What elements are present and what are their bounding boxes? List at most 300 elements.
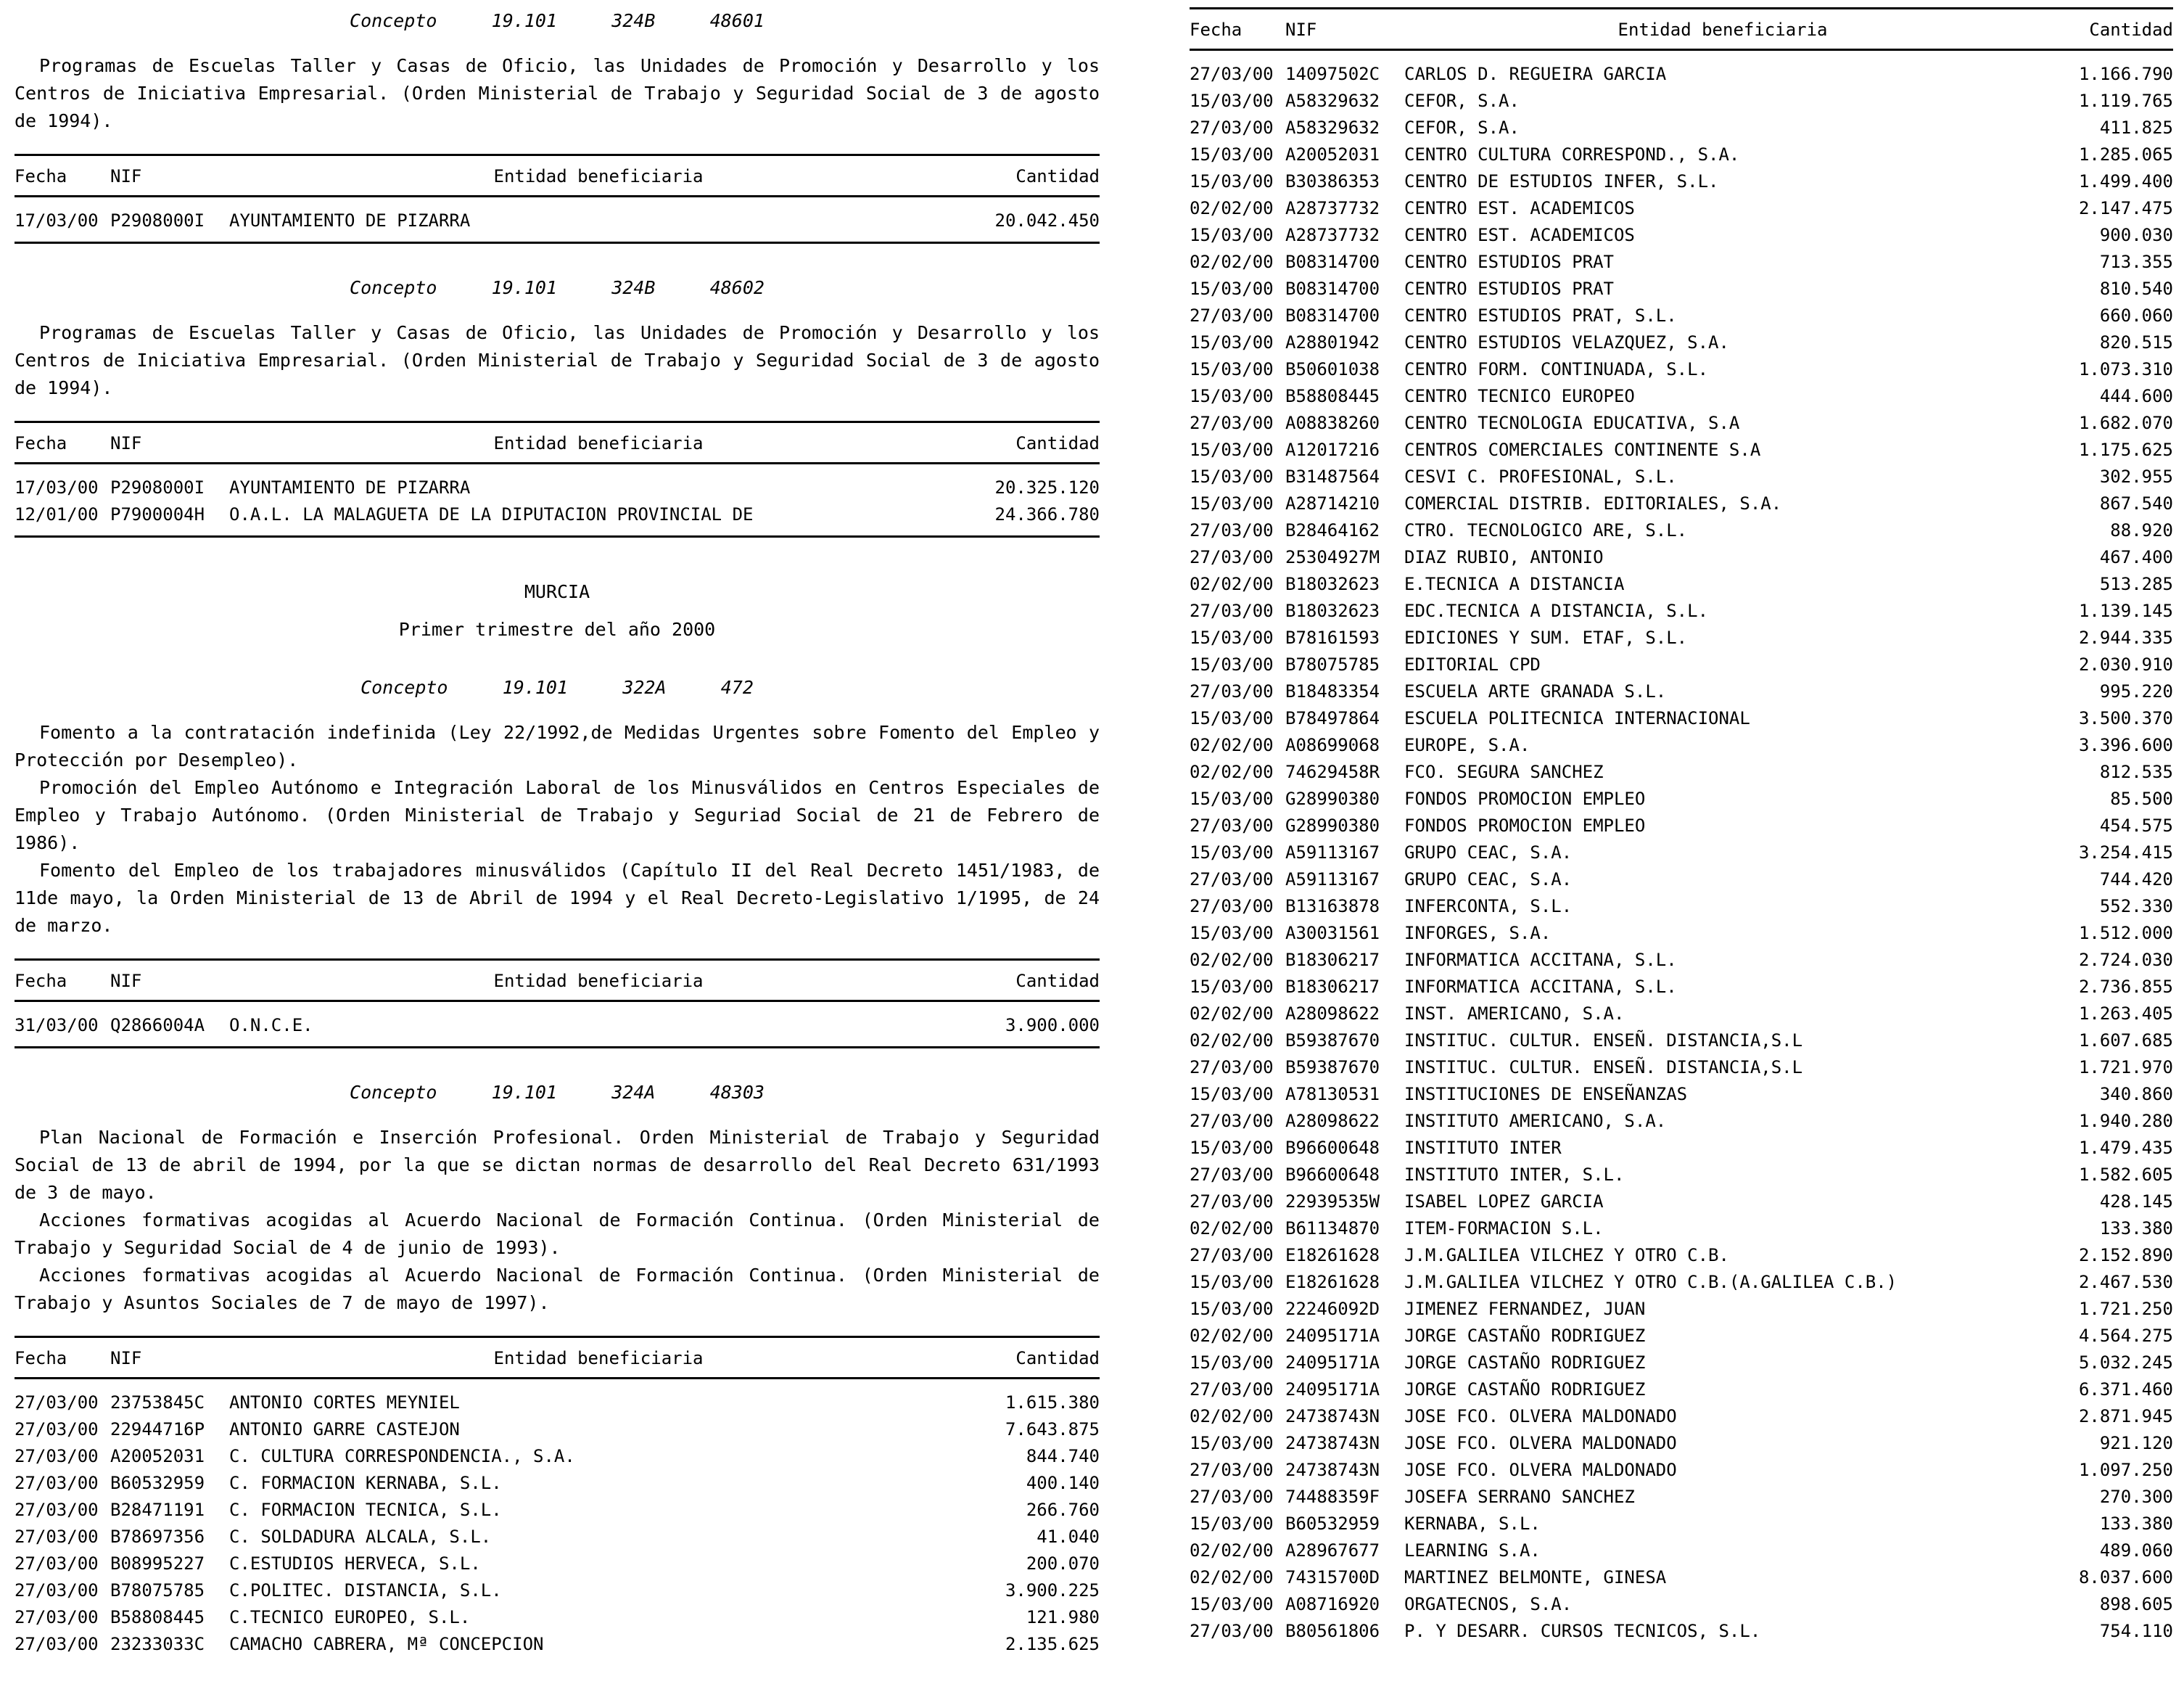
cell-cantidad: 454.575 xyxy=(2099,816,2173,836)
paragraph: Programas de Escuelas Taller y Casas de Oficio, las Unidades de Promoción y Desarrollo y los Centros de Iniciativa Empresarial. (Orden Ministerial de Trabajo y Seguridad Social de 3 de agosto de 1994). xyxy=(15,322,1100,398)
cell-nif: A28714210 xyxy=(1285,493,1380,514)
table-row xyxy=(1190,490,2173,517)
cell-fecha: 27/03/00 xyxy=(1190,1621,1274,1641)
cell-entidad: P. Y DESARR. CURSOS TECNICOS, S.L. xyxy=(1404,1621,1761,1641)
cell-fecha: 27/03/00 xyxy=(15,1634,99,1654)
table-row xyxy=(1190,813,2173,839)
cell-entidad: O.N.C.E. xyxy=(229,1001,968,1048)
cell-fecha: 15/03/00 xyxy=(1190,842,1274,863)
table-row xyxy=(1190,1108,2173,1135)
cell-nif: A58329632 xyxy=(1285,118,1380,138)
cell-fecha: 15/03/00 xyxy=(1190,1272,1274,1292)
concept-line: Concepto 19.101 322A 472 xyxy=(360,677,754,698)
cell-nif: 24095171A xyxy=(1285,1379,1380,1400)
table-row xyxy=(1190,1027,2173,1054)
cell-entidad: CEFOR, S.A. xyxy=(1404,118,1520,138)
beneficiaries-table xyxy=(15,958,1100,1048)
cell-fecha: 02/02/00 xyxy=(1190,735,1274,755)
left-column xyxy=(15,6,1100,1658)
beneficiaries-table xyxy=(15,421,1100,538)
cell-nif: B80561806 xyxy=(1285,1621,1380,1641)
cell-nif: B31487564 xyxy=(1285,467,1380,487)
cell-entidad: C.POLITEC. DISTANCIA, S.L. xyxy=(229,1580,502,1601)
cell-cantidad: 444.600 xyxy=(2099,386,2173,406)
cell-fecha: 15/03/00 xyxy=(1190,1513,1274,1534)
table-body xyxy=(15,1379,1100,1659)
cell-entidad: JOSE FCO. OLVERA MALDONADO xyxy=(1404,1460,1677,1480)
cell-fecha: 27/03/00 xyxy=(15,1553,99,1574)
table-header-row xyxy=(15,1337,1100,1379)
cell-fecha: 15/03/00 xyxy=(1190,654,1274,675)
cell-nif: 23753845C xyxy=(110,1392,205,1413)
cell-nif: A28737732 xyxy=(1285,198,1380,218)
cell-fecha: 15/03/00 xyxy=(1190,91,1274,111)
cell-fecha: 02/02/00 xyxy=(1190,1218,1274,1239)
section-subheading: Primer trimestre del año 2000 xyxy=(398,619,716,640)
cell-entidad: CENTRO ESTUDIOS PRAT, S.L. xyxy=(1404,305,1677,326)
cell-cantidad: 4.564.275 xyxy=(2078,1326,2173,1346)
cell-entidad: GRUPO CEAC, S.A. xyxy=(1404,842,1573,863)
cell-entidad: C.TECNICO EUROPEO, S.L. xyxy=(229,1607,471,1627)
cell-fecha: 15/03/00 xyxy=(1190,332,1274,353)
table-row xyxy=(1190,1054,2173,1081)
table-row xyxy=(15,1416,1100,1443)
cell-nif: 24738743N xyxy=(1285,1433,1380,1453)
cell-nif: B59387670 xyxy=(1285,1030,1380,1051)
cell-entidad: ITEM-FORMACION S.L. xyxy=(1404,1218,1604,1239)
cell-cantidad: 1.285.065 xyxy=(2078,144,2173,165)
table-row xyxy=(1190,893,2173,920)
cell-fecha: 27/03/00 xyxy=(1190,1057,1274,1077)
table-row xyxy=(1190,866,2173,893)
table-row xyxy=(15,464,1100,502)
cell-fecha: 27/03/00 xyxy=(1190,520,1274,541)
cell-cantidad: 1.940.280 xyxy=(2078,1111,2173,1131)
table-row xyxy=(1190,1215,2173,1242)
table-row xyxy=(1190,383,2173,410)
table-row xyxy=(1190,1323,2173,1350)
cell-entidad: CEFOR, S.A. xyxy=(1404,91,1520,111)
cell-nif: A08716920 xyxy=(1285,1594,1380,1614)
cell-nif: B18306217 xyxy=(1285,977,1380,997)
table-header xyxy=(15,155,1100,197)
cell-nif: A28801942 xyxy=(1285,332,1380,353)
cell-fecha: 15/03/00 xyxy=(1190,1084,1274,1104)
cell-entidad: CENTRO ESTUDIOS PRAT xyxy=(1404,279,1614,299)
column-header-nif: NIF xyxy=(110,155,229,197)
cell-entidad: O.A.L. LA MALAGUETA DE LA DIPUTACION PROVINCIAL DE xyxy=(229,501,968,537)
cell-fecha: 15/03/00 xyxy=(1190,171,1274,192)
cell-cantidad: 513.285 xyxy=(2099,574,2173,594)
cell-nif: P2908000I xyxy=(110,197,229,243)
cell-entidad: JOSE FCO. OLVERA MALDONADO xyxy=(1404,1433,1677,1453)
cell-nif: B08314700 xyxy=(1285,305,1380,326)
table-row xyxy=(1190,1269,2173,1296)
table-row xyxy=(1190,1564,2173,1591)
cell-entidad: CENTRO ESTUDIOS VELAZQUEZ, S.A. xyxy=(1404,332,1729,353)
cell-entidad: CAMACHO CABRERA, Mª CONCEPCION xyxy=(229,1634,544,1654)
cell-entidad: INSTITUTO INTER, S.L. xyxy=(1404,1165,1625,1185)
cell-nif: B28471191 xyxy=(110,1500,205,1520)
table-row xyxy=(1190,329,2173,356)
cell-entidad: INST. AMERICANO, S.A. xyxy=(1404,1003,1625,1024)
column-header-entidad: Entidad beneficiaria xyxy=(229,422,968,464)
table-row xyxy=(15,1550,1100,1577)
cell-nif: G28990380 xyxy=(1285,789,1380,809)
cell-fecha: 02/02/00 xyxy=(1190,1326,1274,1346)
cell-cantidad: 133.380 xyxy=(2099,1513,2173,1534)
cell-nif: B61134870 xyxy=(1285,1218,1380,1239)
table-row xyxy=(1190,1618,2173,1645)
cell-nif: B18483354 xyxy=(1285,681,1380,702)
table-row xyxy=(1190,1403,2173,1430)
cell-fecha: 15/03/00 xyxy=(1190,386,1274,406)
cell-fecha: 27/03/00 xyxy=(15,1446,99,1466)
cell-cantidad: 2.147.475 xyxy=(2078,198,2173,218)
table-row xyxy=(1190,141,2173,168)
cell-fecha: 15/03/00 xyxy=(1190,144,1274,165)
cell-fecha: 15/03/00 xyxy=(1190,708,1274,728)
cell-fecha: 02/02/00 xyxy=(1190,1540,1274,1561)
cell-entidad: LEARNING S.A. xyxy=(1404,1540,1541,1561)
cell-fecha: 02/02/00 xyxy=(1190,1406,1274,1426)
table-row xyxy=(1190,1376,2173,1403)
cell-nif: A08699068 xyxy=(1285,735,1380,755)
column-header-cantidad: Cantidad xyxy=(968,960,1100,1001)
cell-cantidad: 1.139.145 xyxy=(2078,601,2173,621)
table-row xyxy=(1190,115,2173,141)
cell-entidad: INFORMATICA ACCITANA, S.L. xyxy=(1404,950,1677,970)
column-header-entidad: Entidad beneficiaria xyxy=(229,155,968,197)
cell-nif: 74488359F xyxy=(1285,1487,1380,1507)
cell-entidad: C. SOLDADURA ALCALA, S.L. xyxy=(229,1527,492,1547)
cell-cantidad: 3.900.225 xyxy=(1005,1580,1100,1601)
table-row xyxy=(1190,410,2173,437)
table-row xyxy=(1190,1081,2173,1108)
paragraph: Fomento a la contratación indefinida (Ley 22/1992,de Medidas Urgentes sobre Fomento del Empleo y Protección por Desempleo). xyxy=(15,722,1100,771)
table-row xyxy=(1190,920,2173,947)
table-row xyxy=(15,1379,1100,1417)
cell-fecha: 02/02/00 xyxy=(1190,1003,1274,1024)
cell-nif: A28737732 xyxy=(1285,225,1380,245)
cell-cantidad: 754.110 xyxy=(2099,1621,2173,1641)
cell-cantidad: 820.515 xyxy=(2099,332,2173,353)
cell-nif: A28098622 xyxy=(1285,1111,1380,1131)
cell-nif: 22939535W xyxy=(1285,1191,1380,1212)
cell-cantidad: 2.736.855 xyxy=(2078,977,2173,997)
cell-entidad: INFERCONTA, S.L. xyxy=(1404,896,1573,916)
cell-entidad: EDITORIAL CPD xyxy=(1404,654,1541,675)
paragraph: Plan Nacional de Formación e Inserción Profesional. Orden Ministerial de Trabajo y Seguridad Social de 13 de abril de 1994, por la que se dictan normas de desarrollo del Real Decreto 631/1993 de 3 de mayo. xyxy=(15,1127,1100,1203)
concept-line: Concepto 19.101 324B 48602 xyxy=(350,277,765,298)
cell-cantidad: 2.944.335 xyxy=(2078,628,2173,648)
cell-entidad: KERNABA, S.L. xyxy=(1404,1513,1541,1534)
cell-cantidad: 1.512.000 xyxy=(2078,923,2173,943)
cell-entidad: INSTITUTO INTER xyxy=(1404,1138,1562,1158)
cell-nif: 23233033C xyxy=(110,1634,205,1654)
paragraph: Programas de Escuelas Taller y Casas de Oficio, las Unidades de Promoción y Desarrollo y los Centros de Iniciativa Empresarial. (Orden Ministerial de Trabajo y Seguridad Social de 3 de agosto de 1994). xyxy=(15,55,1100,131)
cell-entidad: ISABEL LOPEZ GARCIA xyxy=(1404,1191,1604,1212)
cell-fecha: 27/03/00 xyxy=(1190,118,1274,138)
table-row xyxy=(1190,1296,2173,1323)
cell-fecha: 15/03/00 xyxy=(1190,789,1274,809)
beneficiaries-table xyxy=(15,1336,1100,1658)
cell-cantidad: 1.263.405 xyxy=(2078,1003,2173,1024)
cell-entidad: AYUNTAMIENTO DE PIZARRA xyxy=(229,477,471,498)
cell-fecha: 27/03/00 xyxy=(15,1392,99,1413)
table-row xyxy=(1190,1537,2173,1564)
cell-cantidad: 411.825 xyxy=(2099,118,2173,138)
cell-cantidad: 428.145 xyxy=(2099,1191,2173,1212)
cell-entidad: CENTROS COMERCIALES CONTINENTE S.A xyxy=(1404,440,1761,460)
beneficiaries-table xyxy=(1190,7,2173,1645)
cell-fecha: 27/03/00 xyxy=(1190,601,1274,621)
cell-cantidad: 744.420 xyxy=(2099,869,2173,890)
table-row xyxy=(1190,947,2173,974)
cell-fecha: 27/03/00 xyxy=(1190,1191,1274,1212)
cell-entidad: CTRO. TECNOLOGICO ARE, S.L. xyxy=(1404,520,1688,541)
cell-entidad: C. FORMACION TECNICA, S.L. xyxy=(229,1500,502,1520)
table-header xyxy=(15,960,1100,1001)
cell-cantidad: 2.135.625 xyxy=(1005,1634,1100,1654)
cell-cantidad: 660.060 xyxy=(2099,305,2173,326)
cell-nif: A12017216 xyxy=(1285,440,1380,460)
cell-nif: B13163878 xyxy=(1285,896,1380,916)
table-row xyxy=(1190,50,2173,89)
cell-entidad: J.M.GALILEA VILCHEZ Y OTRO C.B.(A.GALILEA C.B.) xyxy=(1404,1272,1897,1292)
column-header-cantidad: Cantidad xyxy=(2041,9,2173,50)
table-row xyxy=(1190,974,2173,1001)
cell-cantidad: 200.070 xyxy=(1026,1553,1100,1574)
cell-fecha: 15/03/00 xyxy=(1190,1594,1274,1614)
cell-cantidad: 2.467.530 xyxy=(2078,1272,2173,1292)
cell-cantidad: 1.721.970 xyxy=(2078,1057,2173,1077)
cell-nif: 25304927M xyxy=(1285,547,1380,567)
cell-entidad: FONDOS PROMOCION EMPLEO xyxy=(1404,789,1646,809)
cell-nif: B58808445 xyxy=(1285,386,1380,406)
paragraph: Acciones formativas acogidas al Acuerdo Nacional de Formación Continua. (Orden Ministerial de Trabajo y Asuntos Sociales de 7 de mayo de 1997). xyxy=(15,1265,1100,1313)
cell-entidad: JOSEFA SERRANO SANCHEZ xyxy=(1404,1487,1635,1507)
cell-fecha: 27/03/00 xyxy=(15,1500,99,1520)
table-row xyxy=(1190,1457,2173,1484)
cell-entidad: INSTITUCIONES DE ENSEÑANZAS xyxy=(1404,1084,1688,1104)
cell-fecha: 27/03/00 xyxy=(1190,1460,1274,1480)
cell-nif: 24738743N xyxy=(1285,1406,1380,1426)
column-header-fecha: Fecha xyxy=(15,960,110,1001)
table-row xyxy=(1190,1188,2173,1215)
table-body xyxy=(15,1001,1100,1048)
cell-nif: B60532959 xyxy=(1285,1513,1380,1534)
cell-cantidad: 400.140 xyxy=(1026,1473,1100,1493)
cell-cantidad: 302.955 xyxy=(2099,467,2173,487)
cell-cantidad: 3.900.000 xyxy=(968,1001,1100,1048)
cell-cantidad: 1.682.070 xyxy=(2078,413,2173,433)
cell-fecha: 27/03/00 xyxy=(1190,681,1274,702)
cell-cantidad: 1.175.625 xyxy=(2078,440,2173,460)
cell-entidad: AYUNTAMIENTO DE PIZARRA xyxy=(229,197,968,243)
cell-fecha: 17/03/00 xyxy=(15,477,99,498)
cell-fecha: 27/03/00 xyxy=(1190,1245,1274,1265)
column-header-nif: NIF xyxy=(110,960,229,1001)
cell-cantidad: 1.119.765 xyxy=(2078,91,2173,111)
cell-cantidad: 266.760 xyxy=(1026,1500,1100,1520)
cell-fecha: 15/03/00 xyxy=(1190,1299,1274,1319)
table-header-row xyxy=(15,960,1100,1001)
table-row xyxy=(1190,1511,2173,1537)
table-row xyxy=(15,1631,1100,1658)
cell-cantidad: 1.582.605 xyxy=(2078,1165,2173,1185)
cell-entidad: ANTONIO GARRE CASTEJON xyxy=(229,1419,460,1439)
cell-cantidad: 713.355 xyxy=(2099,252,2173,272)
column-header-fecha: Fecha xyxy=(15,1337,110,1379)
cell-cantidad: 489.060 xyxy=(2099,1540,2173,1561)
table-header xyxy=(1190,9,2173,50)
cell-entidad: INSTITUTO AMERICANO, S.A. xyxy=(1404,1111,1667,1131)
cell-nif: 74315700D xyxy=(1285,1567,1380,1588)
table-row xyxy=(1190,678,2173,705)
cell-fecha: 02/02/00 xyxy=(1190,574,1274,594)
cell-fecha: 27/03/00 xyxy=(15,1580,99,1601)
table-row xyxy=(1190,732,2173,759)
cell-cantidad: 5.032.245 xyxy=(2078,1352,2173,1373)
cell-cantidad: 85.500 xyxy=(2110,789,2173,809)
cell-fecha: 27/03/00 xyxy=(1190,816,1274,836)
table-row xyxy=(1190,464,2173,490)
cell-nif: P7900004H xyxy=(110,501,229,537)
cell-entidad: FCO. SEGURA SANCHEZ xyxy=(1404,762,1604,782)
cell-nif: B30386353 xyxy=(1285,171,1380,192)
column-header-nif: NIF xyxy=(1285,9,1404,50)
cell-fecha: 02/02/00 xyxy=(1190,252,1274,272)
cell-fecha: 15/03/00 xyxy=(1190,225,1274,245)
cell-fecha: 27/03/00 xyxy=(15,1607,99,1627)
cell-entidad: CENTRO FORM. CONTINUADA, S.L. xyxy=(1404,359,1709,379)
table-body xyxy=(1190,50,2173,1646)
cell-fecha: 27/03/00 xyxy=(1190,869,1274,890)
cell-nif: B78497864 xyxy=(1285,708,1380,728)
cell-entidad: INFORMATICA ACCITANA, S.L. xyxy=(1404,977,1677,997)
cell-nif: B60532959 xyxy=(110,1473,205,1493)
cell-cantidad: 340.860 xyxy=(2099,1084,2173,1104)
beneficiaries-table xyxy=(15,154,1100,244)
paragraph: Acciones formativas acogidas al Acuerdo Nacional de Formación Continua. (Orden Ministerial de Trabajo y Seguridad Social de 4 de junio de 1993). xyxy=(15,1209,1100,1258)
cell-entidad: ANTONIO CORTES MEYNIEL xyxy=(229,1392,460,1413)
table-header-row xyxy=(15,155,1100,197)
cell-nif: B18032623 xyxy=(1285,574,1380,594)
cell-fecha: 27/03/00 xyxy=(1190,547,1274,567)
cell-entidad: CENTRO TECNOLOGIA EDUCATIVA, S.A xyxy=(1404,413,1740,433)
cell-cantidad: 1.721.250 xyxy=(2078,1299,2173,1319)
cell-entidad: CARLOS D. REGUEIRA GARCIA xyxy=(1404,64,1667,84)
cell-entidad: C. FORMACION KERNABA, S.L. xyxy=(229,1473,502,1493)
cell-fecha: 12/01/00 xyxy=(15,501,110,537)
table-row xyxy=(15,1001,1100,1048)
table-row xyxy=(15,1577,1100,1604)
cell-entidad: JORGE CASTAÑO RODRIGUEZ xyxy=(1404,1379,1646,1400)
cell-entidad: JIMENEZ FERNANDEZ, JUAN xyxy=(1404,1299,1646,1319)
cell-entidad: EDC.TECNICA A DISTANCIA, S.L. xyxy=(1404,601,1709,621)
cell-cantidad: 8.037.600 xyxy=(2078,1567,2173,1588)
cell-cantidad: 552.330 xyxy=(2099,896,2173,916)
cell-cantidad: 2.030.910 xyxy=(2078,654,2173,675)
table-row xyxy=(15,197,1100,243)
table-row xyxy=(15,1524,1100,1550)
cell-fecha: 02/02/00 xyxy=(1190,1030,1274,1051)
table-row xyxy=(1190,759,2173,786)
cell-fecha: 27/03/00 xyxy=(1190,1165,1274,1185)
column-header-entidad: Entidad beneficiaria xyxy=(1404,9,2041,50)
table-row xyxy=(15,501,1100,537)
cell-cantidad: 844.740 xyxy=(1026,1446,1100,1466)
cell-fecha: 27/03/00 xyxy=(15,1527,99,1547)
table-row xyxy=(1190,517,2173,544)
cell-entidad: E.TECNICA A DISTANCIA xyxy=(1404,574,1625,594)
cell-nif: B59387670 xyxy=(1285,1057,1380,1077)
cell-nif: B28464162 xyxy=(1285,520,1380,541)
cell-nif: 24095171A xyxy=(1285,1326,1380,1346)
cell-entidad: COMERCIAL DISTRIB. EDITORIALES, S.A. xyxy=(1404,493,1782,514)
cell-cantidad: 20.325.120 xyxy=(994,477,1100,498)
cell-cantidad: 88.920 xyxy=(2110,520,2173,541)
cell-nif: A78130531 xyxy=(1285,1084,1380,1104)
cell-nif: 74629458R xyxy=(1285,762,1380,782)
column-header-entidad: Entidad beneficiaria xyxy=(229,1337,968,1379)
concept-line: Concepto 19.101 324B 48601 xyxy=(350,10,765,31)
cell-entidad: JORGE CASTAÑO RODRIGUEZ xyxy=(1404,1352,1646,1373)
cell-entidad: CENTRO TECNICO EUROPEO xyxy=(1404,386,1635,406)
cell-nif: A59113167 xyxy=(1285,869,1380,890)
table-row xyxy=(1190,1484,2173,1511)
cell-fecha: 15/03/00 xyxy=(1190,1352,1274,1373)
cell-nif: 24738743N xyxy=(1285,1460,1380,1480)
cell-fecha: 15/03/00 xyxy=(1190,923,1274,943)
cell-nif: B50601038 xyxy=(1285,359,1380,379)
table-row xyxy=(1190,1001,2173,1027)
table-row xyxy=(1190,1242,2173,1269)
cell-cantidad: 1.499.400 xyxy=(2078,171,2173,192)
cell-fecha: 15/03/00 xyxy=(1190,977,1274,997)
cell-fecha: 27/03/00 xyxy=(1190,896,1274,916)
cell-cantidad: 20.042.450 xyxy=(968,197,1100,243)
concept-line: Concepto 19.101 324A 48303 xyxy=(350,1082,765,1103)
cell-nif: B08995227 xyxy=(110,1553,205,1574)
cell-nif: 14097502C xyxy=(1285,64,1380,84)
table-header-row xyxy=(1190,9,2173,50)
cell-cantidad: 270.300 xyxy=(2099,1487,2173,1507)
cell-nif: A20052031 xyxy=(110,1446,205,1466)
table-row xyxy=(15,1470,1100,1497)
table-row xyxy=(1190,571,2173,598)
column-header-nif: NIF xyxy=(110,1337,229,1379)
cell-cantidad: 1.615.380 xyxy=(1005,1392,1100,1413)
cell-nif: B96600648 xyxy=(1285,1138,1380,1158)
cell-entidad: ESCUELA ARTE GRANADA S.L. xyxy=(1404,681,1667,702)
paragraph: Promoción del Empleo Autónomo e Integración Laboral de los Minusválidos en Centros Especiales de Empleo y Trabajo Autónomo. (Orden Ministerial de Trabajo y Seguriad Social de 21 de Febrero de 1986). xyxy=(15,777,1100,853)
cell-cantidad: 1.479.435 xyxy=(2078,1138,2173,1158)
cell-cantidad: 1.097.250 xyxy=(2078,1460,2173,1480)
paragraph: Fomento del Empleo de los trabajadores minusválidos (Capítulo II del Real Decreto 1451/1983, de 11de mayo, la Orden Ministerial de 13 de Abril de 1994 y el Real Decreto-Legislativo 1/1995, de 24 de marzo. xyxy=(15,860,1100,936)
cell-cantidad: 921.120 xyxy=(2099,1433,2173,1453)
table-row xyxy=(1190,168,2173,195)
cell-nif: Q2866004A xyxy=(110,1001,229,1048)
cell-entidad: INFORGES, S.A. xyxy=(1404,923,1552,943)
table-row xyxy=(1190,1591,2173,1618)
cell-cantidad: 24.366.780 xyxy=(968,501,1100,537)
cell-entidad: EDICIONES Y SUM. ETAF, S.L. xyxy=(1404,628,1688,648)
cell-cantidad: 6.371.460 xyxy=(2078,1379,2173,1400)
column-header-cantidad: Cantidad xyxy=(968,1337,1100,1379)
table-row xyxy=(15,1604,1100,1631)
